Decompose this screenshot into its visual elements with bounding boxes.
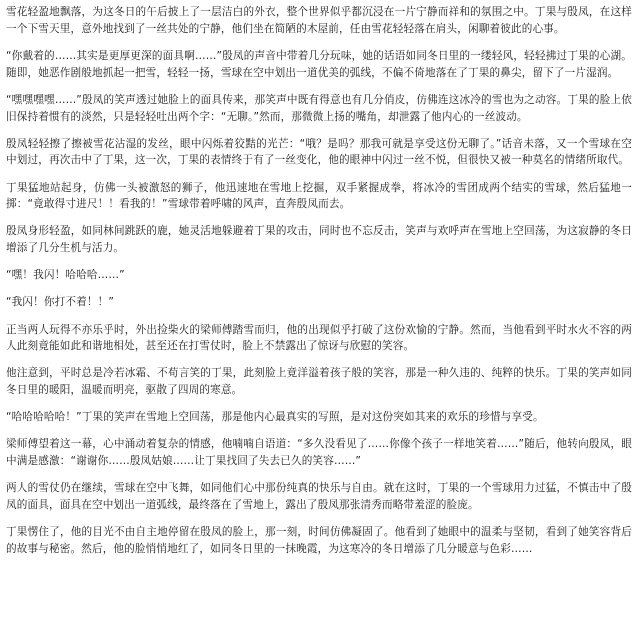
paragraph-11: “哈哈哈哈哈！”丁果的笑声在雪地上空回荡，那是他内心最真实的写照，是对这份突如其来的欢乐的珍惜与享受。 [6, 411, 544, 424]
paragraph-13: 两人的雪仗仍在继续，雪球在空中飞舞，如同他们心中那份纯真的快乐与自由。就在这时，丁果的一个雪球用力过猛，不慎击中了殷凤的面具，面具在空中划出一道弧线，最终落在了雪地上，露出了殷凤那张清秀而略带羞涩的脸庞。 [6, 482, 632, 512]
paragraph-1: 雪花轻盈地飘落，为这冬日的午后披上了一层洁白的外衣，整个世界似乎都沉浸在一片宁静而祥和的氛围之中。丁果与殷凤，在这样一个下雪天里，意外地找到了一丝共处的宁静，他们坐在简陋的木屋前，任由雪花轻轻落在肩头，闲聊着彼此的心事。 [6, 6, 632, 35]
paragraph-3: “嘿嘿嘿嘿……”殷凤的笑声透过她脸上的面具传来，那笑声中既有得意也有几分俏皮，仿佛连这冰冷的雪也为之动容。丁果的脸上依旧保持着惯有的淡然，只是轻轻吐出两个字：“无聊。”然而，那微微上扬的嘴角，却泄露了他内心的一丝波动。 [6, 93, 632, 123]
paragraph-6: 殷凤身形轻盈，如同林间跳跃的鹿，她灵活地躲避着丁果的攻击，同时也不忘反击，笑声与欢呼声在雪地上空回荡，为这寂静的冬日增添了几分生机与活力。 [6, 225, 632, 255]
paragraph-12: 梁师傅望着这一幕，心中涌动着复杂的情感，他喃喃自语道：“多久没看见了……你像个孩子一样地笑着……”随后，他转向殷凤，眼中满是感激：“谢谢你……殷凤姑娘……让丁果找回了失去已久的笑容……” [6, 438, 632, 468]
paragraph-2: “你戴着的……其实是更厚更深的面具啊……”殷凤的声音中带着几分玩味，她的话语如同冬日里的一缕轻风，轻轻拂过丁果的心湖。随即，她恶作剧般地抓起一把雪，轻轻一扬，雪球在空中划出一道优美的弧线，不偏不倚地落在了丁果的鼻尖，留下了一片湿润。 [6, 49, 632, 79]
paragraph-9: 正当两人玩得不亦乐乎时，外出捡柴火的梁师傅踏雪而归，他的出现似乎打破了这份欢愉的宁静。然而，当他看到平时水火不容的两人此刻竟能如此和谐地相处，甚至还在打雪仗时，脸上不禁露出了惊讶与欣慰的笑容。 [6, 323, 632, 353]
paragraph-10: 他注意到，平时总是冷若冰霜、不苟言笑的丁果，此刻脸上竟洋溢着孩子般的笑容，那是一种久违的、纯粹的快乐。丁果的笑声如同冬日里的暖阳，温暖而明亮，驱散了四周的寒意。 [6, 367, 632, 397]
paragraph-8: “我闪！你打不着！！” [6, 296, 114, 309]
paragraph-14: 丁果愣住了，他的目光不由自主地停留在殷凤的脸上，那一刻，时间仿佛凝固了。他看到了她眼中的温柔与坚韧，看到了她笑容背后的故事与秘密。然后，他的脸悄悄地红了，如同冬日里的一抹晚霞，为这寒冷的冬日增添了几分暖意与色彩…… [6, 526, 632, 555]
paragraph-4: 殷凤轻轻擦了擦被雪花沾湿的发丝，眼中闪烁着狡黠的光芒：“哦？是吗？那我可就是享受这份无聊了。”话音未落，又一个雪球在空中划过，再次击中了丁果，这一次，丁果的表情终于有了一丝变化，他的眼神中闪过一丝不悦，但很快又被一种莫名的情绪所取代。 [6, 137, 632, 167]
paragraph-7: “嘿！我闪！哈哈哈……” [6, 269, 125, 282]
paragraph-5: 丁果猛地站起身，仿佛一头被激怒的狮子，他迅速地在雪地上挖掘，双手紧握成拳，将冰冷的雪团成两个结实的雪球，然后猛地一掷：“竟敢得寸进尺！！看我的！”雪球带着呼啸的风声，直奔殷凤而去。 [6, 181, 632, 211]
